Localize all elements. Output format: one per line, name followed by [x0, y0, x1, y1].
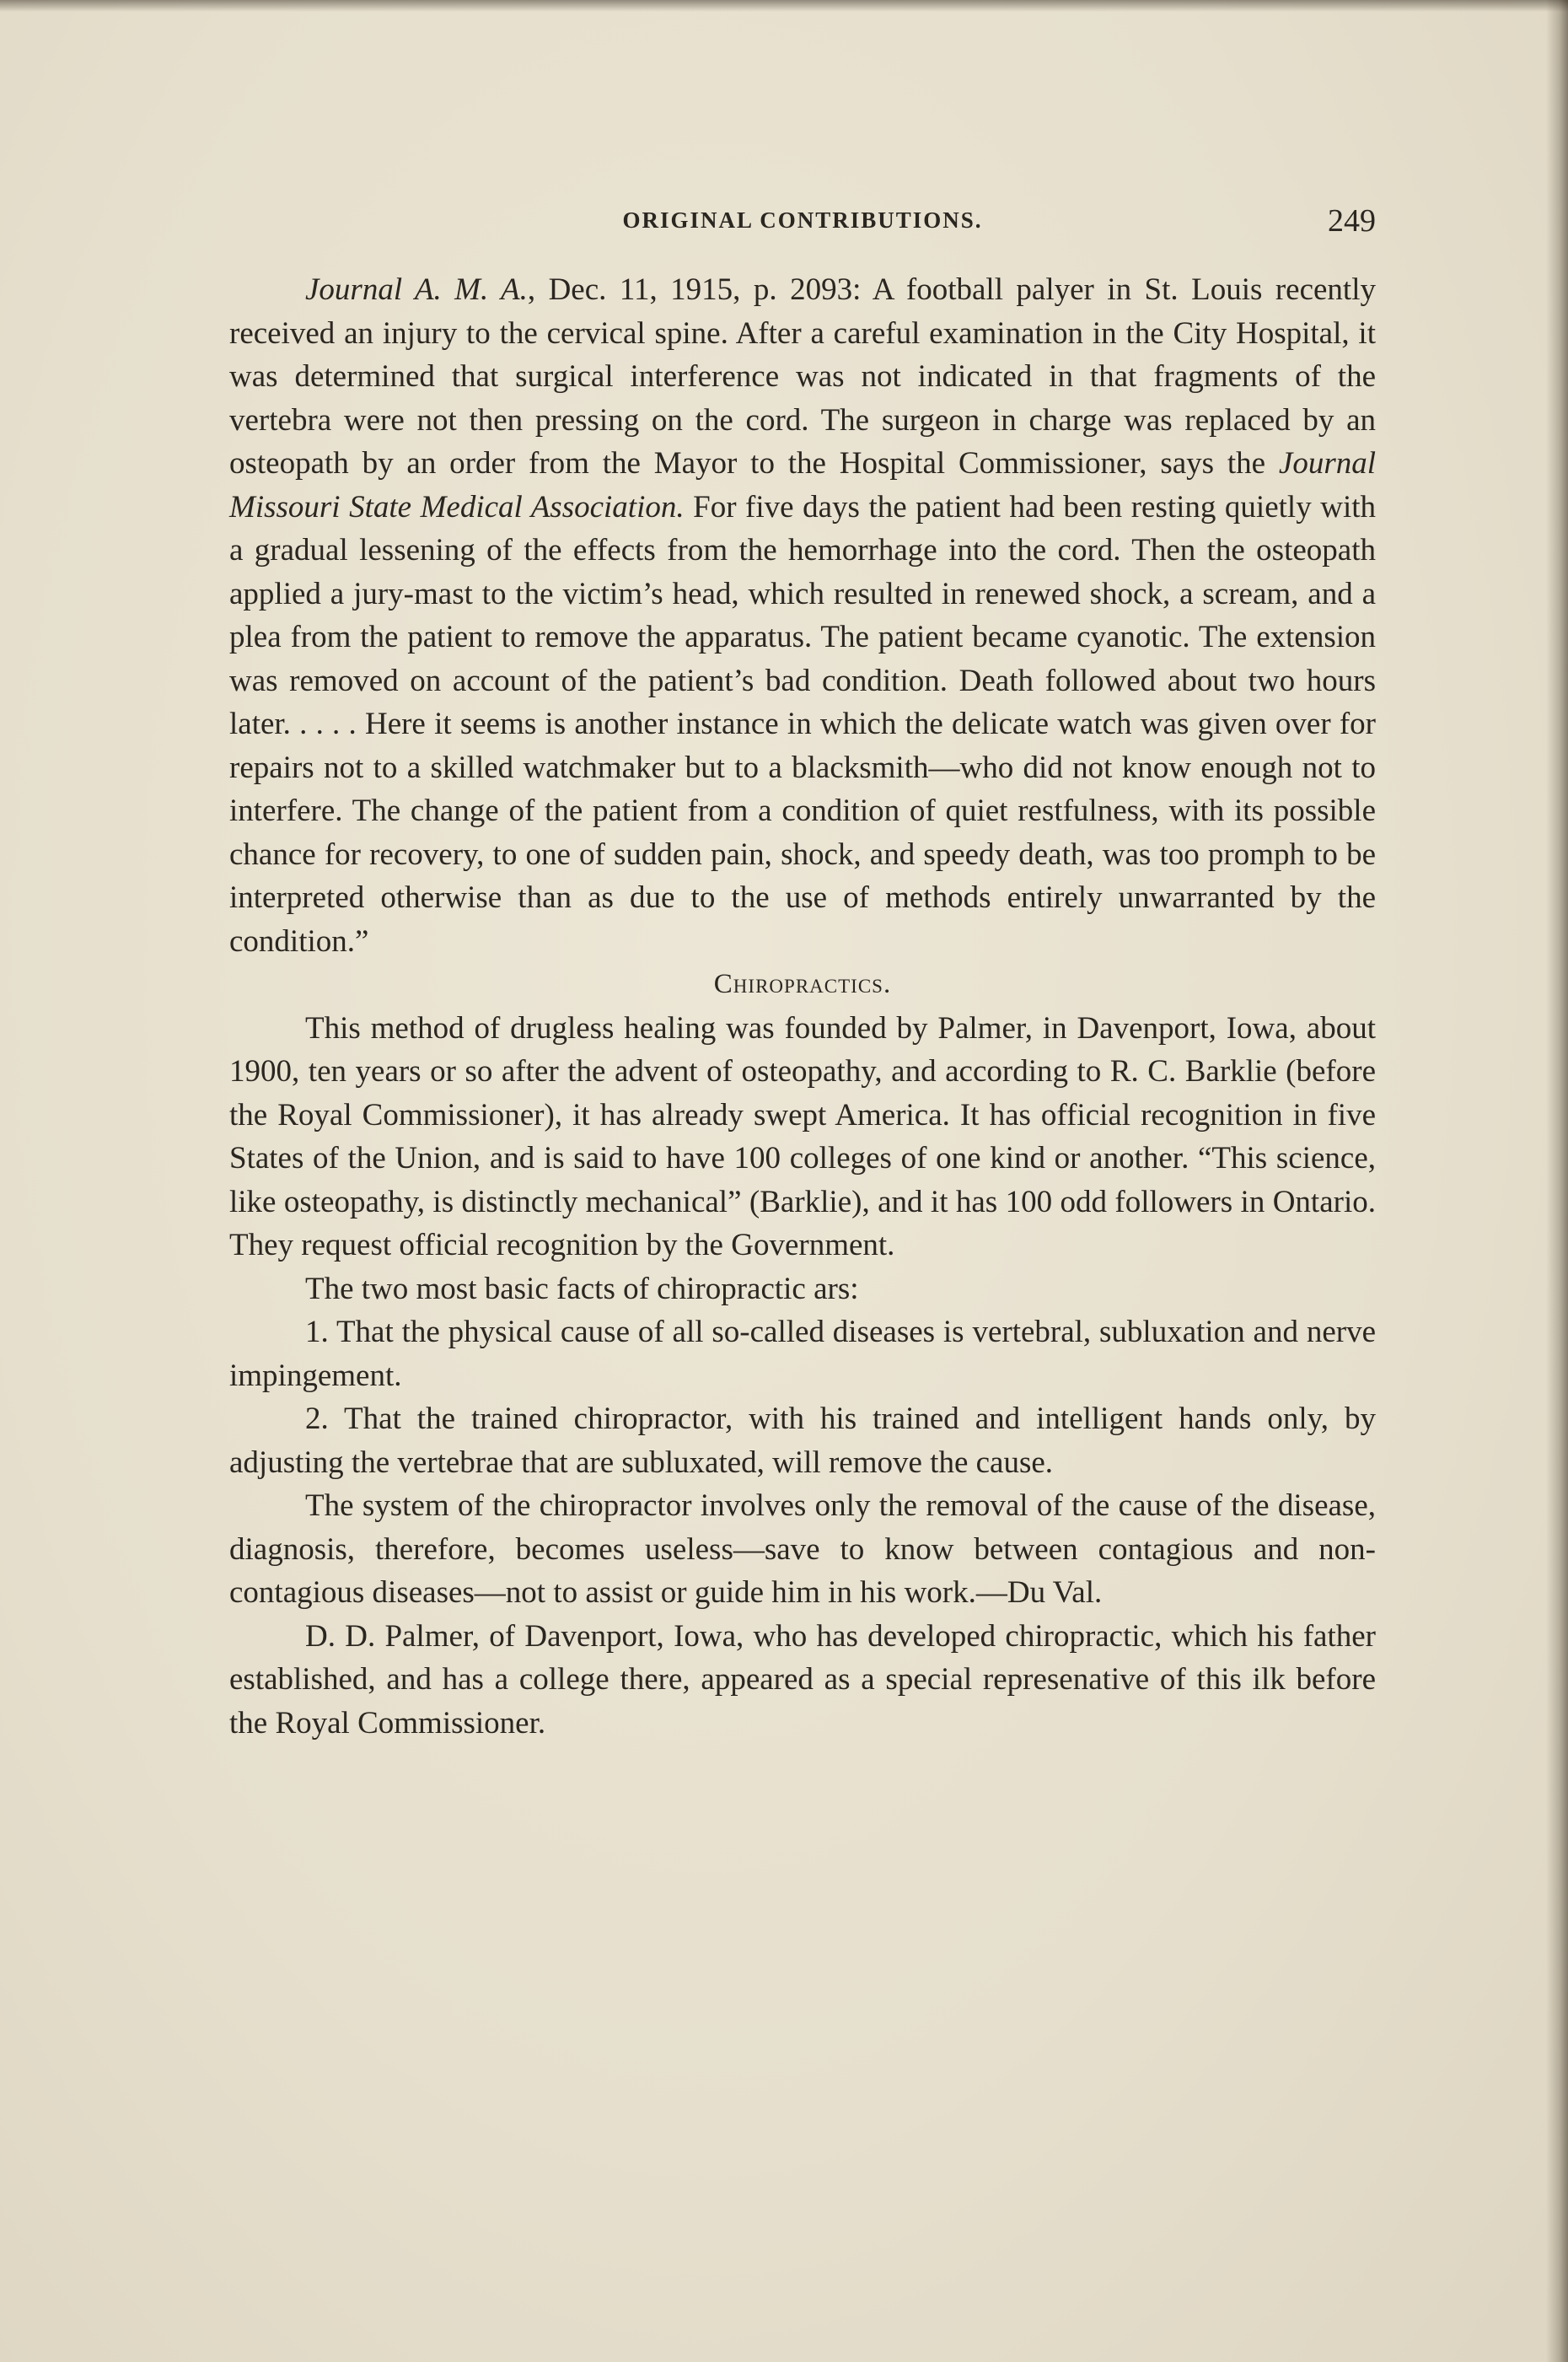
citation-journal-missouri: Journal Missouri State Medical Association.: [229, 446, 1376, 525]
paragraph-quotation-text-b: For five days the patient had been resting quietly with a gradual lessening of the effects from the hemorrhage into the cord. Then the osteopath applied a jury-mast to the victim’s head, which resulted in renewed shock, a scream, and a plea from the patient to remove the apparatus. The patient became cyanotic. The extension was removed on account of the patient’s bad condition. Death followed about two hours later. . . . . Here it seems is another instance in which the delicate watch was given over for repairs not to a skilled watchmaker but to a blacksmith—who did not know enough not to interfere. The change of the patient from a condition of quiet restfulness, with its possible chance for recovery, to one of sudden pain, shock, and speedy death, was too promph to be interpreted otherwise than as due to the use of methods entirely unwarranted by the condition.”: [229, 489, 1377, 959]
paragraph-quotation-text-a: , Dec. 11, 1915, p. 2093: A football palyer in St. Louis recently received an injury to the cervical spine. After a careful examination in the City Hospital, it was determined that surgical interference was not indicated in that fragments of the vertebra were not then pressing on the cord. The surgeon in charge was replaced by an osteopath by an order from the Mayor to the Hospital Commissioner, says the: [229, 272, 1376, 481]
running-header: [229, 203, 1376, 250]
page-binding-shadow: [1546, 0, 1568, 2362]
list-item-fact-2: 2. That the trained chiropractor, with his trained and intelligent hands only, by adjusting the vertebrae that are subluxated, will remove the cause.: [229, 1402, 1376, 1480]
citation-journal-ama: Journal A. M. A.: [305, 272, 528, 307]
section-heading-chiropractics: Chiropractics.: [713, 969, 892, 999]
paragraph-system-description: The system of the chiropractor involves only the removal of the cause of the disease, diagnosis, therefore, becomes useless—save to know between contagious and non-contagious diseases—not to assist or guide him in his work.—Du Val.: [229, 1488, 1376, 1610]
paragraph-chiropractic-history: This method of drugless healing was founded by Palmer, in Davenport, Iowa, about 1900, ten years or so after the advent of osteopathy, and according to R. C. Barklie (before the Royal Commissioner), it has already swept America. It has official recognition in five States of the Union, and is said to have 100 colleges of one kind or another. “This science, like osteopathy, is distinctly mechanical” (Barklie), and it has 100 odd followers in Ontario. They request official recognition by the Government.: [229, 1010, 1376, 1262]
paragraph-basic-facts-intro: The two most basic facts of chiropractic ars:: [305, 1271, 859, 1306]
list-item-fact-1: 1. That the physical cause of all so-called diseases is vertebral, subluxation and nerve impingement.: [229, 1315, 1376, 1393]
running-header-title: ORIGINAL CONTRIBUTIONS.: [622, 207, 983, 233]
page-number: 249: [1328, 203, 1376, 239]
paragraph-palmer-representative: D. D. Palmer, of Davenport, Iowa, who has developed chiropractic, which his father established, and has a college there, appeared as a special represenative of this ilk before the Royal Commissioner.: [229, 1618, 1376, 1741]
page-top-shadow: [0, 0, 1568, 12]
body-text: [229, 268, 1376, 1745]
paragraph-quotation: [229, 268, 1376, 963]
